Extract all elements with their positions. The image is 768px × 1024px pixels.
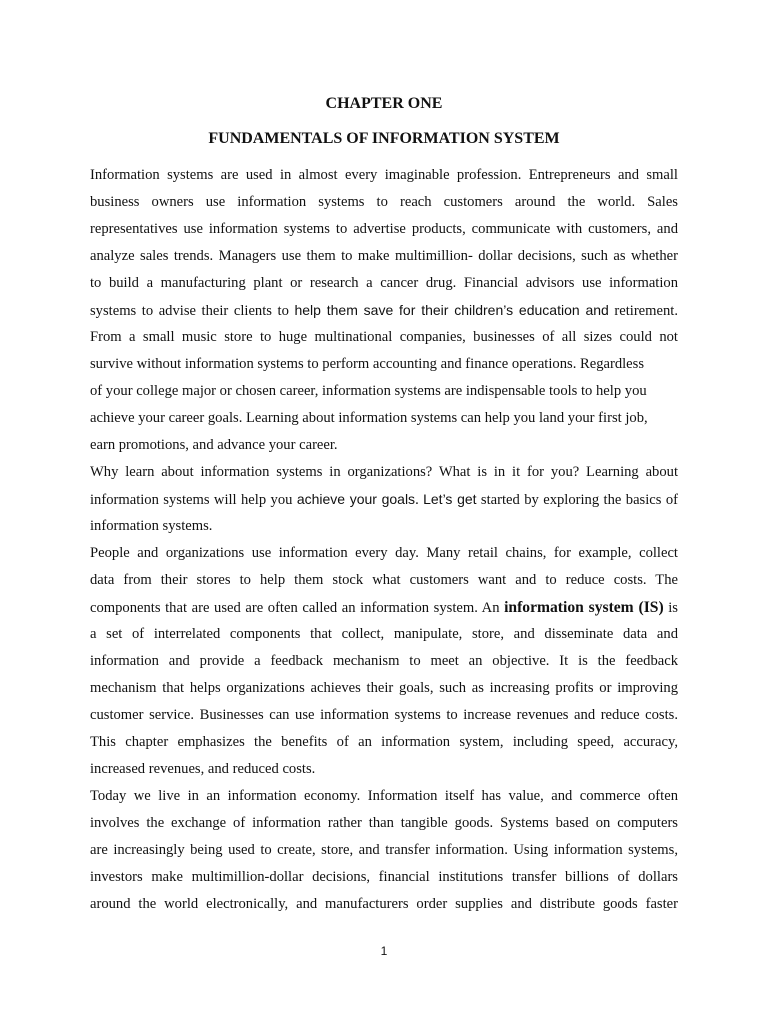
text-line: data from their stores to help them stock what customers want and to reduce costs. The [90,572,678,588]
key-term: information system (IS) [504,599,664,616]
text-line [90,486,678,513]
text-line: a set of interrelated components that collect, manipulate, store, and disseminate data and [90,626,678,642]
text-fragment-alt-font: achieve your goals [296,491,416,507]
text-line: around the world electronically, and manufacturers order supplies and distribute goods faster [90,896,678,912]
text-line: Information systems are used in almost every imaginable profession. Entrepreneurs and small [90,167,678,183]
text-line: analyze sales trends. Managers use them to make multimillion- dollar decisions, such as whether [90,248,678,264]
text-fragment: is [663,600,678,616]
text-line: to build a manufacturing plant or research a cancer drug. Financial advisors use information [90,275,678,291]
text-fragment: . [415,492,424,508]
text-line: From a small music store to huge multinational companies, businesses of all sizes could not [90,329,678,345]
text-fragment-alt-font: help them save for their children’s education and [294,302,609,318]
text-line: business owners use information systems to reach customers around the world. Sales [90,194,678,210]
text-line: representatives use information systems to advertise products, communicate with customers, and [90,221,678,237]
chapter-number: CHAPTER ONE [325,95,443,112]
text-line: investors make multimillion-dollar decisions, financial institutions transfer billions of dollars [90,869,678,885]
body-text [90,162,678,918]
page-number: 1 [380,944,388,958]
text-line: Why learn about information systems in organizations? What is in it for you? Learning about [90,464,678,480]
text-line: customer service. Businesses can use information systems to increase revenues and reduce costs. [90,707,678,723]
text-line: information and provide a feedback mechanism to meet an objective. It is the feedback [90,653,678,669]
text-line: earn promotions, and advance your career. [90,437,338,453]
text-line: This chapter emphasizes the benefits of an information system, including speed, accuracy, [90,734,678,750]
text-line: Today we live in an information economy. Information itself has value, and commerce often [90,788,678,804]
text-line: increased revenues, and reduced costs. [90,761,316,777]
text-line [90,594,678,621]
text-line: achieve your career goals. Learning about information systems can help you land your first job, [90,410,648,426]
text-line: information systems. [90,518,213,534]
text-fragment: information systems will help you [90,492,297,508]
text-fragment-alt-font: Let’s get [423,491,477,507]
text-fragment: retirement. [608,303,678,319]
text-fragment: started by exploring the basics of [476,492,678,508]
text-line: are increasingly being used to create, store, and transfer information. Using information systems, [90,842,678,858]
text-line: of your college major or chosen career, information systems are indispensable tools to help you [90,383,647,399]
text-line: People and organizations use information every day. Many retail chains, for example, collect [90,545,678,561]
text-fragment: components that are used are often called an information system. An [90,600,505,616]
chapter-title: FUNDAMENTALS OF INFORMATION SYSTEM [208,130,560,147]
text-line: survive without information systems to perform accounting and finance operations. Regardless [90,356,645,372]
text-line: involves the exchange of information rather than tangible goods. Systems based on computers [90,815,678,831]
text-line [90,297,678,324]
text-fragment: systems to advise their clients to [90,303,295,319]
text-line: mechanism that helps organizations achieves their goals, such as increasing profits or improving [90,680,678,696]
